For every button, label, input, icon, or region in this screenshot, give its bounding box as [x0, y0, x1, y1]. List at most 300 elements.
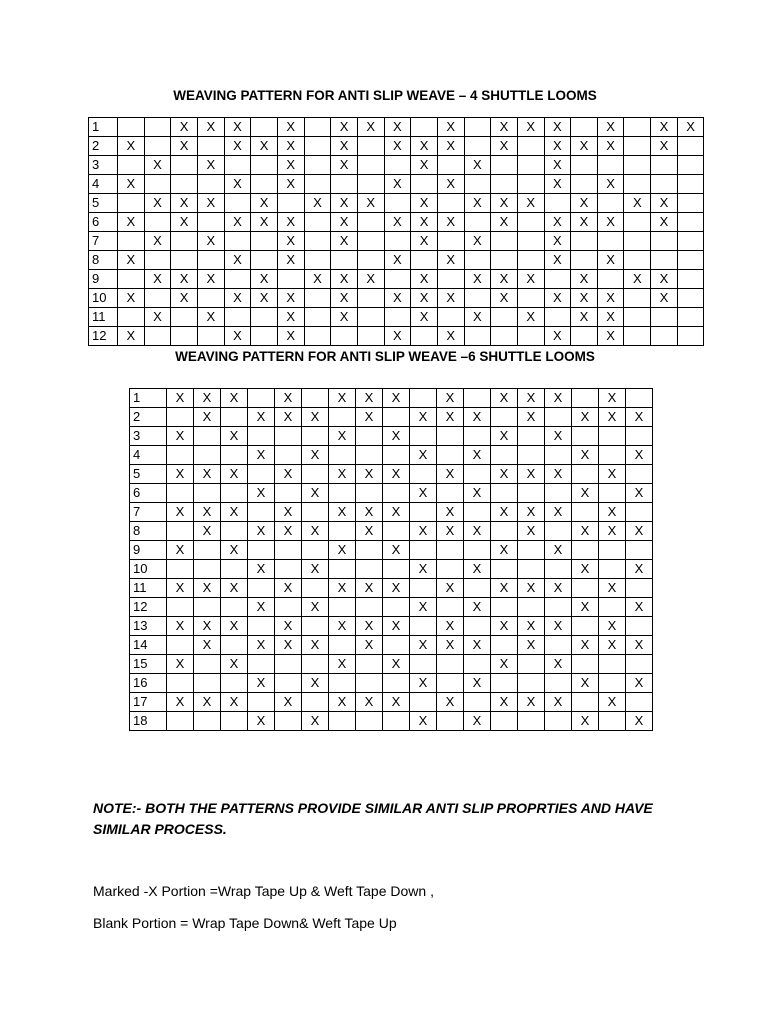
pattern-cell — [167, 522, 194, 541]
pattern-cell — [544, 194, 571, 213]
pattern-cell: X — [302, 712, 329, 731]
pattern-cell: X — [224, 175, 251, 194]
pattern-cell — [677, 270, 704, 289]
pattern-cell: X — [651, 213, 678, 232]
pattern-cell: X — [437, 636, 464, 655]
pattern-row — [89, 194, 704, 213]
pattern-cell: X — [275, 389, 302, 408]
pattern-cell — [624, 327, 651, 346]
pattern-cell — [464, 175, 491, 194]
pattern-cell — [304, 156, 331, 175]
pattern-cell — [275, 446, 302, 465]
pattern-cell: X — [248, 598, 275, 617]
pattern-cell — [194, 484, 221, 503]
pattern-cell: X — [144, 194, 171, 213]
pattern-cell — [437, 156, 464, 175]
pattern-cell: X — [464, 598, 491, 617]
row-number: 8 — [130, 522, 167, 541]
pattern-cell — [624, 251, 651, 270]
pattern-cell — [437, 427, 464, 446]
pattern-cell — [464, 579, 491, 598]
pattern-cell: X — [197, 194, 224, 213]
pattern-cell — [464, 465, 491, 484]
pattern-cell — [357, 289, 384, 308]
pattern-cell: X — [410, 560, 437, 579]
pattern-cell — [491, 636, 518, 655]
pattern-cell — [437, 674, 464, 693]
pattern-cell: X — [545, 389, 572, 408]
pattern-cell: X — [571, 289, 598, 308]
pattern-cell: X — [302, 674, 329, 693]
pattern-cell — [248, 693, 275, 712]
pattern-cell: X — [144, 156, 171, 175]
pattern-cell: X — [464, 674, 491, 693]
pattern-cell — [677, 194, 704, 213]
pattern-cell: X — [356, 579, 383, 598]
pattern-cell — [518, 598, 545, 617]
pattern-cell — [221, 636, 248, 655]
pattern-cell: X — [571, 137, 598, 156]
row-number: 7 — [130, 503, 167, 522]
pattern-cell: X — [251, 270, 278, 289]
pattern-cell: X — [437, 617, 464, 636]
pattern-cell: X — [544, 156, 571, 175]
pattern-cell: X — [277, 289, 304, 308]
row-number: 4 — [89, 175, 118, 194]
pattern-cell — [626, 389, 653, 408]
pattern-cell — [221, 446, 248, 465]
pattern-cell — [224, 156, 251, 175]
pattern-row — [130, 389, 653, 408]
pattern-cell: X — [302, 560, 329, 579]
pattern-cell — [356, 446, 383, 465]
pattern-row — [130, 674, 653, 693]
pattern-cell — [302, 693, 329, 712]
pattern-cell: X — [171, 137, 198, 156]
pattern-cell: X — [599, 579, 626, 598]
pattern-cell — [384, 270, 411, 289]
pattern-cell: X — [410, 408, 437, 427]
pattern-cell — [224, 270, 251, 289]
pattern-cell — [677, 213, 704, 232]
pattern-cell — [221, 560, 248, 579]
pattern-cell — [464, 503, 491, 522]
pattern-cell: X — [224, 118, 251, 137]
pattern-cell — [329, 560, 356, 579]
pattern-cell — [197, 327, 224, 346]
pattern-cell — [626, 579, 653, 598]
pattern-cell — [491, 327, 518, 346]
pattern-cell: X — [118, 327, 145, 346]
pattern-cell — [118, 194, 145, 213]
pattern-cell — [275, 427, 302, 446]
pattern-cell — [437, 194, 464, 213]
pattern-cell: X — [248, 484, 275, 503]
pattern-cell: X — [626, 636, 653, 655]
pattern-cell — [329, 408, 356, 427]
pattern-cell — [411, 175, 438, 194]
pattern-cell: X — [331, 270, 358, 289]
pattern-cell — [144, 251, 171, 270]
pattern-cell — [597, 156, 624, 175]
pattern-cell: X — [248, 636, 275, 655]
pattern-cell — [194, 598, 221, 617]
row-number: 11 — [89, 308, 118, 327]
pattern-cell: X — [491, 655, 518, 674]
pattern-cell: X — [437, 465, 464, 484]
pattern-cell — [517, 137, 544, 156]
pattern-cell: X — [651, 194, 678, 213]
pattern-cell — [171, 232, 198, 251]
pattern-cell: X — [331, 156, 358, 175]
row-number: 10 — [89, 289, 118, 308]
row-number: 11 — [130, 579, 167, 598]
pattern-cell: X — [277, 118, 304, 137]
row-number: 3 — [130, 427, 167, 446]
pattern-cell: X — [383, 579, 410, 598]
row-number: 1 — [89, 118, 118, 137]
pattern-cell: X — [224, 327, 251, 346]
pattern-6-shuttle-title: WEAVING PATTERN FOR ANTI SLIP WEAVE –6 SHUTTLE LOOMS — [175, 349, 595, 364]
pattern-cell — [491, 712, 518, 731]
pattern-row — [89, 232, 704, 251]
pattern-cell: X — [224, 289, 251, 308]
pattern-cell — [329, 522, 356, 541]
pattern-cell — [545, 636, 572, 655]
pattern-cell: X — [167, 389, 194, 408]
pattern-cell — [545, 446, 572, 465]
pattern-cell — [624, 232, 651, 251]
row-number: 2 — [130, 408, 167, 427]
pattern-cell: X — [545, 427, 572, 446]
pattern-cell — [167, 636, 194, 655]
pattern-cell: X — [304, 270, 331, 289]
pattern-cell: X — [167, 427, 194, 446]
pattern-cell: X — [597, 251, 624, 270]
pattern-cell: X — [572, 712, 599, 731]
pattern-cell: X — [599, 636, 626, 655]
pattern-cell: X — [171, 213, 198, 232]
pattern-cell — [518, 446, 545, 465]
pattern-cell: X — [221, 579, 248, 598]
pattern-cell: X — [572, 446, 599, 465]
row-number: 10 — [130, 560, 167, 579]
pattern-cell: X — [384, 213, 411, 232]
pattern-cell — [251, 232, 278, 251]
pattern-cell — [144, 137, 171, 156]
pattern-cell — [357, 308, 384, 327]
pattern-cell: X — [275, 522, 302, 541]
pattern-cell — [357, 137, 384, 156]
pattern-cell: X — [599, 389, 626, 408]
pattern-4-shuttle-title: WEAVING PATTERN FOR ANTI SLIP WEAVE – 4 SHUTTLE LOOMS — [173, 88, 597, 103]
pattern-cell — [491, 484, 518, 503]
pattern-cell: X — [331, 118, 358, 137]
pattern-cell: X — [572, 598, 599, 617]
pattern-cell — [437, 560, 464, 579]
pattern-cell — [624, 175, 651, 194]
pattern-cell — [410, 427, 437, 446]
pattern-cell: X — [329, 503, 356, 522]
pattern-cell — [571, 232, 598, 251]
pattern-cell — [410, 465, 437, 484]
pattern-cell — [572, 503, 599, 522]
pattern-cell — [383, 674, 410, 693]
pattern-cell — [597, 270, 624, 289]
pattern-cell — [251, 156, 278, 175]
row-number: 6 — [130, 484, 167, 503]
pattern-cell: X — [251, 213, 278, 232]
pattern-cell: X — [251, 194, 278, 213]
pattern-cell — [275, 484, 302, 503]
row-number: 5 — [89, 194, 118, 213]
pattern-cell: X — [518, 636, 545, 655]
pattern-cell — [302, 579, 329, 598]
pattern-cell: X — [491, 389, 518, 408]
pattern-cell: X — [410, 484, 437, 503]
pattern-cell — [356, 541, 383, 560]
pattern-cell — [171, 175, 198, 194]
pattern-cell — [329, 446, 356, 465]
pattern-cell — [356, 427, 383, 446]
pattern-cell — [491, 175, 518, 194]
pattern-cell — [329, 484, 356, 503]
pattern-cell — [304, 289, 331, 308]
pattern-row — [130, 598, 653, 617]
pattern-cell — [383, 522, 410, 541]
pattern-cell: X — [383, 503, 410, 522]
pattern-cell — [171, 251, 198, 270]
pattern-cell — [626, 655, 653, 674]
pattern-cell: X — [517, 270, 544, 289]
pattern-cell — [251, 251, 278, 270]
pattern-cell — [572, 655, 599, 674]
pattern-cell — [491, 232, 518, 251]
pattern-cell: X — [597, 327, 624, 346]
pattern-cell — [248, 579, 275, 598]
pattern-cell: X — [464, 232, 491, 251]
pattern-cell: X — [411, 137, 438, 156]
legend-marked: Marked -X Portion =Wrap Tape Up & Weft Tape Down , — [93, 883, 434, 899]
pattern-cell — [251, 308, 278, 327]
pattern-cell — [197, 175, 224, 194]
row-number: 13 — [130, 617, 167, 636]
pattern-cell — [304, 327, 331, 346]
pattern-cell — [437, 484, 464, 503]
pattern-cell: X — [383, 389, 410, 408]
pattern-row — [130, 617, 653, 636]
pattern-cell: X — [221, 655, 248, 674]
pattern-cell: X — [383, 541, 410, 560]
pattern-cell — [221, 522, 248, 541]
pattern-cell: X — [544, 251, 571, 270]
row-number: 5 — [130, 465, 167, 484]
pattern-cell — [329, 636, 356, 655]
pattern-cell: X — [410, 636, 437, 655]
pattern-cell — [517, 327, 544, 346]
row-number: 16 — [130, 674, 167, 693]
pattern-cell: X — [221, 427, 248, 446]
pattern-cell: X — [410, 522, 437, 541]
pattern-cell — [302, 427, 329, 446]
pattern-cell: X — [167, 579, 194, 598]
pattern-cell: X — [277, 327, 304, 346]
pattern-cell — [544, 308, 571, 327]
pattern-cell — [491, 522, 518, 541]
pattern-cell — [171, 327, 198, 346]
pattern-cell: X — [491, 270, 518, 289]
pattern-cell: X — [118, 213, 145, 232]
pattern-cell: X — [518, 617, 545, 636]
pattern-cell: X — [118, 137, 145, 156]
pattern-cell: X — [144, 232, 171, 251]
pattern-cell: X — [464, 484, 491, 503]
pattern-cell: X — [277, 232, 304, 251]
row-number: 12 — [130, 598, 167, 617]
row-number: 17 — [130, 693, 167, 712]
pattern-cell: X — [599, 522, 626, 541]
pattern-cell: X — [491, 503, 518, 522]
pattern-cell — [437, 270, 464, 289]
pattern-cell — [545, 522, 572, 541]
pattern-cell: X — [384, 137, 411, 156]
pattern-cell: X — [437, 522, 464, 541]
pattern-cell: X — [464, 156, 491, 175]
pattern-cell: X — [572, 522, 599, 541]
pattern-cell — [624, 213, 651, 232]
pattern-cell — [329, 674, 356, 693]
pattern-cell: X — [437, 251, 464, 270]
pattern-cell — [572, 389, 599, 408]
pattern-cell — [248, 541, 275, 560]
pattern-cell: X — [171, 194, 198, 213]
pattern-cell: X — [545, 617, 572, 636]
pattern-cell — [545, 408, 572, 427]
pattern-cell: X — [545, 503, 572, 522]
pattern-cell — [491, 408, 518, 427]
row-number: 6 — [89, 213, 118, 232]
pattern-cell — [517, 251, 544, 270]
pattern-cell: X — [626, 484, 653, 503]
pattern-cell — [651, 327, 678, 346]
pattern-cell: X — [545, 579, 572, 598]
pattern-cell — [304, 232, 331, 251]
row-number: 3 — [89, 156, 118, 175]
pattern-cell — [197, 289, 224, 308]
pattern-cell: X — [651, 270, 678, 289]
pattern-cell: X — [437, 503, 464, 522]
row-number: 8 — [89, 251, 118, 270]
pattern-cell: X — [572, 674, 599, 693]
pattern-cell: X — [544, 213, 571, 232]
pattern-cell: X — [491, 579, 518, 598]
pattern-cell — [118, 308, 145, 327]
pattern-cell — [464, 655, 491, 674]
pattern-cell — [275, 655, 302, 674]
pattern-row — [89, 156, 704, 175]
pattern-cell: X — [437, 213, 464, 232]
pattern-cell: X — [224, 251, 251, 270]
pattern-cell — [651, 308, 678, 327]
pattern-cell — [302, 389, 329, 408]
pattern-cell — [571, 118, 598, 137]
pattern-cell: X — [167, 503, 194, 522]
pattern-cell: X — [599, 503, 626, 522]
pattern-cell: X — [599, 465, 626, 484]
row-number: 15 — [130, 655, 167, 674]
row-number: 12 — [89, 327, 118, 346]
pattern-cell: X — [275, 636, 302, 655]
pattern-cell: X — [277, 137, 304, 156]
pattern-cell: X — [118, 289, 145, 308]
pattern-cell — [626, 541, 653, 560]
pattern-cell: X — [194, 389, 221, 408]
pattern-cell: X — [411, 289, 438, 308]
pattern-cell — [651, 175, 678, 194]
pattern-cell — [304, 251, 331, 270]
pattern-cell — [167, 560, 194, 579]
row-number: 4 — [130, 446, 167, 465]
pattern-cell: X — [437, 118, 464, 137]
row-number: 9 — [130, 541, 167, 560]
pattern-cell — [304, 308, 331, 327]
pattern-cell: X — [491, 541, 518, 560]
pattern-row — [130, 427, 653, 446]
pattern-cell: X — [277, 213, 304, 232]
pattern-cell: X — [437, 289, 464, 308]
pattern-cell — [464, 389, 491, 408]
pattern-cell — [464, 251, 491, 270]
pattern-cell — [410, 617, 437, 636]
pattern-cell — [329, 598, 356, 617]
pattern-cell — [545, 560, 572, 579]
pattern-cell: X — [221, 503, 248, 522]
pattern-cell — [517, 213, 544, 232]
pattern-cell: X — [275, 465, 302, 484]
pattern-cell: X — [194, 408, 221, 427]
pattern-cell — [491, 308, 518, 327]
pattern-cell: X — [518, 503, 545, 522]
pattern-cell: X — [383, 693, 410, 712]
pattern-cell: X — [491, 465, 518, 484]
pattern-cell — [544, 270, 571, 289]
row-number: 14 — [130, 636, 167, 655]
pattern-cell — [624, 118, 651, 137]
pattern-cell — [464, 427, 491, 446]
pattern-row — [130, 446, 653, 465]
pattern-cell: X — [329, 655, 356, 674]
pattern-cell — [464, 289, 491, 308]
pattern-cell — [677, 289, 704, 308]
pattern-cell — [221, 484, 248, 503]
pattern-cell — [677, 156, 704, 175]
pattern-cell — [251, 118, 278, 137]
pattern-cell: X — [599, 617, 626, 636]
pattern-cell: X — [410, 674, 437, 693]
pattern-cell — [599, 560, 626, 579]
pattern-cell — [277, 194, 304, 213]
pattern-cell — [410, 541, 437, 560]
pattern-row — [130, 484, 653, 503]
pattern-cell — [356, 598, 383, 617]
pattern-cell — [357, 156, 384, 175]
pattern-cell — [464, 118, 491, 137]
pattern-cell: X — [194, 522, 221, 541]
pattern-cell — [545, 712, 572, 731]
pattern-cell: X — [197, 270, 224, 289]
pattern-cell — [491, 560, 518, 579]
pattern-cell: X — [275, 617, 302, 636]
